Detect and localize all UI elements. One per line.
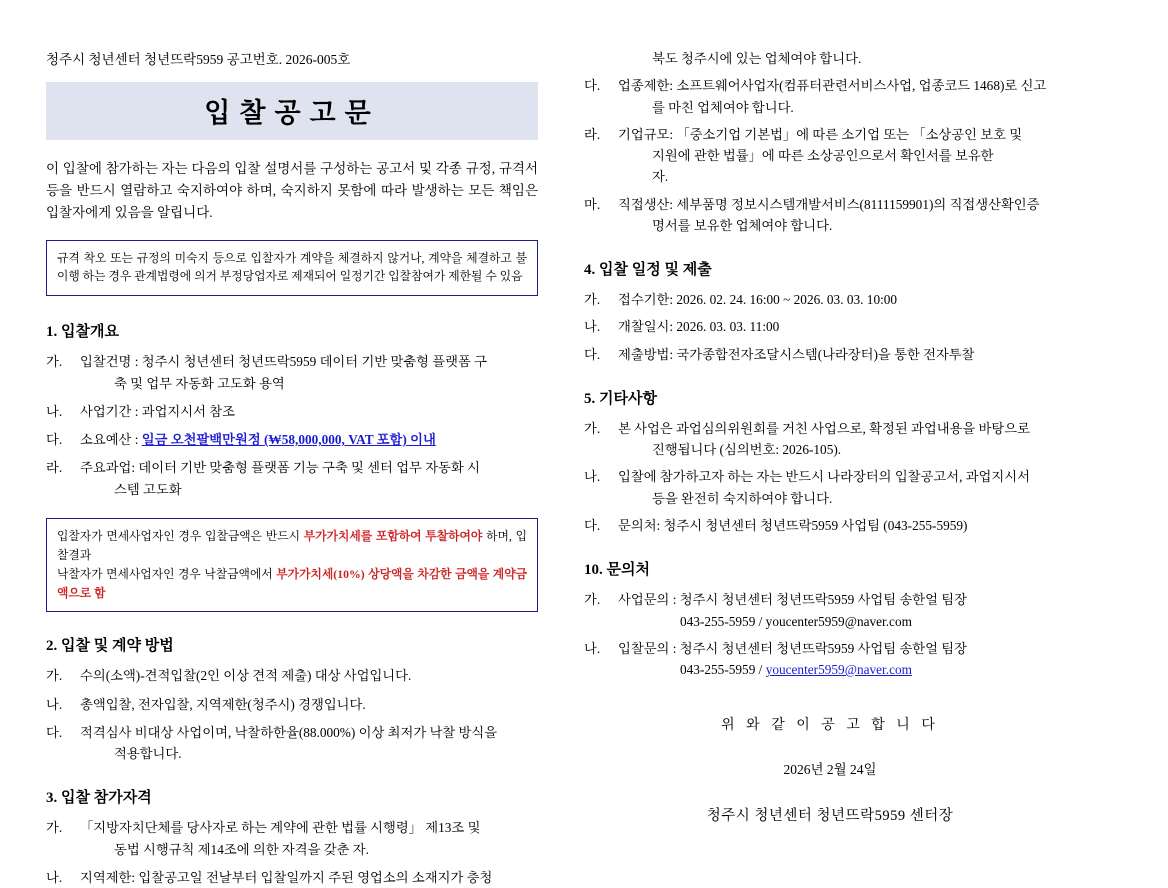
- list-item-budget: [46, 429, 538, 450]
- contact-line-bid: [618, 659, 1076, 680]
- section-5-list: [584, 418, 1076, 536]
- item-marker: 가.: [46, 668, 63, 684]
- list-item: [46, 867, 538, 888]
- item-marker: 마.: [584, 196, 601, 212]
- item-marker: 나.: [46, 696, 63, 712]
- contact-email-link[interactable]: youcenter5959@naver.com: [765, 662, 912, 678]
- item-marker: 라.: [46, 460, 63, 476]
- item-marker: 나.: [584, 640, 601, 656]
- item-text: 업종제한: 소프트웨어사업자(컴퓨터관련서비스사업, 업종코드 1468)로 신고: [618, 78, 1047, 94]
- item-marker: 다.: [584, 517, 601, 533]
- item-marker: 가.: [584, 292, 601, 308]
- contact-line-business: 043-255-5959 / youcenter5959@naver.com: [680, 613, 912, 629]
- list-item: [584, 289, 1076, 310]
- budget-amount: 일금 오천팔백만원정 (₩58,000,000, VAT 포함) 이내: [141, 432, 436, 448]
- item-marker: 나.: [584, 469, 601, 485]
- list-item: [46, 694, 538, 715]
- section-3-heading: 3. 입찰 참가자격: [46, 790, 152, 807]
- item-text: 본 사업은 과업심의위원회를 거친 사업으로, 확정된 과업내용을 바탕으로: [618, 420, 1030, 436]
- notice-vat-emphasis-1: 부가가치세를 포함하여 투찰하여야: [303, 528, 483, 543]
- list-item: [46, 457, 538, 500]
- section-4-list: [584, 289, 1076, 365]
- item-continuation: 진행됩니다 (심의번호: 2026-105).: [652, 442, 842, 458]
- item-continuation: 명서를 보유한 업체여야 합니다.: [652, 217, 833, 233]
- section-10-list: [584, 589, 1076, 680]
- issue-date: 2026년 2월 24일: [783, 762, 877, 778]
- item-marker: 다.: [584, 78, 601, 94]
- section-1-list: [46, 351, 538, 500]
- notice-vat-text-b: 하며, 입찰결과: [57, 528, 527, 562]
- item-continuation: 북도 청주시에 있는 업체여야 합니다.: [652, 51, 862, 66]
- list-item: [584, 638, 1076, 681]
- item-text: 직접생산: 세부품명 정보시스템개발서비스(8111159901)의 직접생산확인증: [618, 196, 1040, 212]
- item-text: 입찰건명 : 청주시 청년센터 청년뜨락5959 데이터 기반 맞춤형 플랫폼 구: [80, 354, 488, 370]
- item-text: 제출방법: 국가종합전자조달시스템(나라장터)을 통한 전자투찰: [618, 346, 975, 362]
- closing-statement: 위 와 같 이 공 고 합 니 다: [721, 718, 939, 734]
- item-text: 총액입찰, 전자입찰, 지역제한(청주시) 경쟁입니다.: [80, 696, 366, 712]
- section-2-heading: 2. 입찰 및 계약 방법: [46, 638, 174, 655]
- item-continuation: 를 마친 업체여야 합니다.: [652, 99, 794, 115]
- item-text: 수의(소액)-견적입찰(2인 이상 견적 제출) 대상 사업입니다.: [80, 668, 412, 684]
- item-text: 적격심사 비대상 사업이며, 낙찰하한율(88.000%) 이상 최저가 낙찰 방식을: [80, 724, 498, 740]
- list-item: [584, 344, 1076, 365]
- item-marker: 가.: [584, 592, 601, 608]
- intro-paragraph: 이 입찰에 참가하는 자는 다음의 입찰 설명서를 구성하는 공고서 및 각종 규정, 규격서 등을 반드시 열람하고 숙지하여야 하며, 숙지하지 못함에 따라 발생하는 모든 책임은 입찰자에게 있음을 알립니다.: [46, 161, 538, 220]
- list-item-continuation: [584, 48, 1076, 69]
- section-10-heading: 10. 문의처: [584, 562, 650, 579]
- item-text: 입찰에 참가하고자 하는 자는 반드시 나라장터의 입찰공고서, 과업지시서: [618, 469, 1030, 485]
- list-item: [46, 817, 538, 860]
- item-text: 「지방자치단체를 당사자로 하는 계약에 관한 법률 시행령」 제13조 및: [80, 820, 481, 836]
- item-text: 기업규모: 「중소기업 기본법」에 따른 소기업 또는 「소상공인 보호 및: [618, 126, 1023, 142]
- item-continuation: 지원에 관한 법률」에 따른 소상공인으로서 확인서를 보유한: [652, 148, 994, 164]
- list-item: [584, 589, 1076, 632]
- item-marker: 가.: [46, 820, 63, 836]
- item-marker: 다.: [584, 346, 601, 362]
- notice-vat-text-c: 낙찰자가 면세사업자인 경우 낙찰금액에서: [57, 566, 277, 581]
- item-text: 사업문의 : 청주시 청년센터 청년뜨락5959 사업팀 송한얼 팀장: [618, 592, 967, 608]
- item-marker: 가.: [584, 420, 601, 436]
- signer-name: 청주시 청년센터 청년뜨락5959 센터장: [706, 808, 954, 825]
- item-text: 접수기한: 2026. 02. 24. 16:00 ~ 2026. 03. 03. 10:00: [618, 292, 898, 308]
- notice-vat-text-a: 입찰자가 면세사업자인 경우 입찰금액은 반드시: [57, 528, 304, 543]
- section-5-heading: 5. 기타사항: [584, 390, 657, 407]
- list-item: [584, 515, 1076, 536]
- list-item: [46, 401, 538, 422]
- item-continuation-2: 자.: [652, 169, 669, 185]
- item-marker: 나.: [46, 403, 63, 419]
- document-title-band: [46, 82, 538, 140]
- item-continuation: 등을 완전히 숙지하여야 합니다.: [652, 490, 833, 506]
- list-item: [46, 665, 538, 686]
- notice-box-vat: [46, 518, 538, 613]
- list-item: [584, 194, 1076, 237]
- item-text: 지역제한: 입찰공고일 전날부터 입찰일까지 주된 영업소의 소재지가 충청: [80, 870, 493, 886]
- list-item: [584, 75, 1076, 118]
- item-marker: 나.: [584, 319, 601, 335]
- list-item: [584, 418, 1076, 461]
- page-title: 입찰공고문: [204, 98, 380, 128]
- section-2-list: [46, 665, 538, 764]
- item-marker: 가.: [46, 354, 63, 370]
- section-3-list: [46, 817, 538, 888]
- right-column: [584, 48, 1076, 825]
- item-marker: 다.: [46, 724, 63, 740]
- contact-phone: 043-255-5959 /: [680, 662, 766, 678]
- list-item: [584, 466, 1076, 509]
- item-marker: 라.: [584, 126, 601, 142]
- list-item: [584, 316, 1076, 337]
- item-continuation: 스템 고도화: [114, 481, 182, 497]
- section-1-heading: 1. 입찰개요: [46, 324, 119, 341]
- section-3-list-continued: [584, 48, 1076, 236]
- list-item: [46, 722, 538, 765]
- item-text: 소요예산 :: [80, 432, 142, 448]
- item-text: 입찰문의 : 청주시 청년센터 청년뜨락5959 사업팀 송한얼 팀장: [618, 640, 967, 656]
- list-item: [584, 124, 1076, 188]
- item-text: 주요과업: 데이터 기반 맞춤형 플랫폼 기능 구축 및 센터 업무 자동화 시: [80, 460, 480, 476]
- item-continuation: 적용합니다.: [114, 746, 182, 762]
- notice-vat-line2: [57, 565, 527, 603]
- document-code: 청주시 청년센터 청년뜨락5959 공고번호. 2026-005호: [46, 52, 351, 67]
- item-text: 개찰일시: 2026. 03. 03. 11:00: [618, 319, 780, 335]
- list-item: [46, 351, 538, 394]
- left-column: [46, 48, 538, 886]
- notice-vat-line1: [57, 527, 527, 565]
- item-continuation: 축 및 업무 자동화 고도화 용역: [114, 375, 285, 391]
- item-marker: 다.: [46, 432, 63, 448]
- item-text: 사업기간 : 과업지시서 참조: [80, 403, 235, 419]
- item-text: 문의처: 청주시 청년센터 청년뜨락5959 사업팀 (043-255-5959): [618, 517, 968, 533]
- notice-box-sanctions: 규격 착오 또는 규정의 미숙지 등으로 입찰자가 계약을 체결하지 않거나, 계약을 체결하고 불이행 하는 경우 관계법령에 의거 부정당업자로 제재되어 일정기간 입찰참여가 제한될 수 있음: [46, 240, 538, 297]
- notice-vat-emphasis-2: 부가가치세(10%) 상당액을 차감한 금액을 계약금액으로 함: [57, 566, 527, 600]
- item-marker: 나.: [46, 870, 63, 886]
- section-4-heading: 4. 입찰 일정 및 제출: [584, 262, 712, 279]
- item-continuation: 동법 시행규칙 제14조에 의한 자격을 갖춘 자.: [114, 841, 369, 857]
